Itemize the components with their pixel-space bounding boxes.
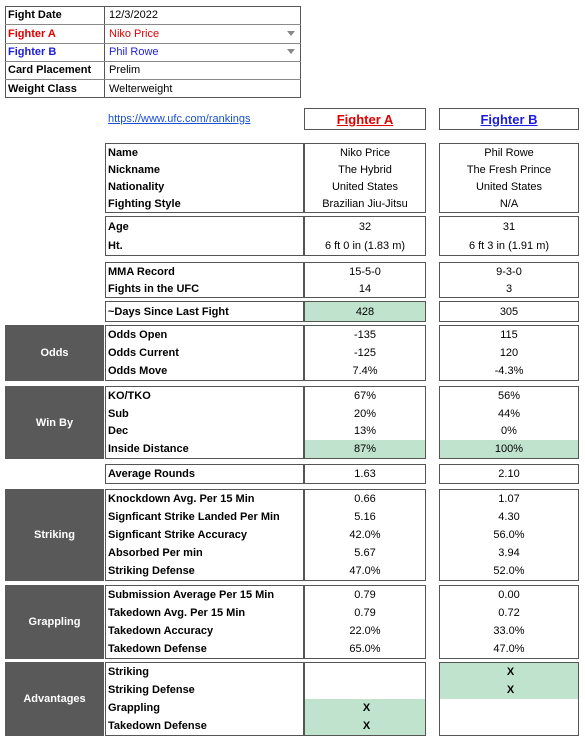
row-label: Takedown Avg. Per 15 Min — [108, 607, 246, 619]
fighter-a-value: -125 — [353, 347, 377, 359]
fighter-a-value: 6 ft 0 in (1.83 m) — [324, 239, 406, 252]
fighter-a-value: Brazilian Jiu-Jitsu — [322, 197, 408, 210]
fighter-a-value: 22.0% — [349, 625, 381, 637]
fighter-b-value: 47.0% — [493, 643, 525, 655]
fighter-b-value: United States — [475, 180, 543, 193]
fighter-a-value: United States — [331, 180, 399, 193]
fighter-b-value: 31 — [502, 220, 516, 233]
fighter-a-value: 14 — [358, 282, 372, 295]
row-label: Sub — [108, 407, 129, 420]
fighter-a-value: X — [362, 720, 371, 732]
row-label: Striking — [108, 666, 149, 678]
fighter-b-value: 56% — [497, 389, 521, 402]
fighter-b-select[interactable]: Phil Rowe — [109, 46, 159, 58]
fighter-a-header: Fighter A — [304, 108, 426, 130]
fighter-b-value: 44% — [497, 407, 521, 420]
fighter-a-value: 65.0% — [349, 643, 381, 655]
fighter-b-value: 9-3-0 — [496, 265, 522, 278]
row-label: Takedown Accuracy — [108, 625, 214, 637]
winby-section-title: Win By — [5, 386, 104, 459]
fighter-b-header: Fighter B — [439, 108, 579, 130]
fighter-b-value: 0.72 — [498, 607, 520, 619]
fighter-a-value: 13% — [353, 425, 377, 438]
row-label: Inside Distance — [108, 442, 189, 455]
fighter-b-value — [439, 699, 579, 717]
fighter-b-value: 52.0% — [493, 565, 525, 577]
row-label: Fighting Style — [108, 197, 181, 210]
fighter-b-label: Fighter B — [8, 46, 57, 58]
fighter-b-value: Phil Rowe — [484, 146, 534, 159]
fighter-b-value: 115 — [500, 329, 518, 341]
fighter-b-value: 120 — [499, 347, 519, 359]
fighter-b-value: 6 ft 3 in (1.91 m) — [468, 239, 550, 252]
fighter-a-value: 5.16 — [354, 511, 376, 523]
chevron-down-icon[interactable] — [287, 49, 295, 54]
fighter-a-value: 67% — [353, 389, 377, 402]
fighter-a-value: Niko Price — [339, 146, 391, 159]
rankings-link[interactable]: https://www.ufc.com/rankings — [108, 113, 251, 125]
fighter-b-value: 1.07 — [498, 493, 520, 505]
fighter-b-value: 56.0% — [493, 529, 525, 541]
fighter-a-value: -135 — [353, 329, 377, 341]
fighter-a-value: 87% — [353, 442, 377, 455]
row-label: Takedown Defense — [108, 720, 207, 732]
row-label: Takedown Defense — [108, 643, 207, 655]
fighter-a-value: 0.79 — [354, 607, 376, 619]
row-label: Odds Open — [108, 329, 168, 341]
fighter-b-value: 0% — [501, 425, 517, 438]
fighter-a-value: 20% — [353, 407, 377, 420]
row-label: Knockdown Avg. Per 15 Min — [108, 493, 255, 505]
fighter-a-value: 15-5-0 — [349, 265, 381, 278]
card-placement-label: Card Placement — [8, 64, 92, 76]
fight-date-label: Fight Date — [8, 9, 62, 21]
odds-section-title: Odds — [5, 325, 104, 381]
card-placement-value[interactable]: Prelim — [109, 64, 141, 76]
row-label: Age — [108, 220, 129, 233]
fighter-a-value: 0.66 — [354, 493, 376, 505]
chevron-down-icon[interactable] — [287, 31, 295, 36]
fighter-a-value: The Hybrid — [338, 163, 392, 176]
fighter-b-value: 2.10 — [498, 468, 520, 480]
row-label: ~Days Since Last Fight — [108, 305, 229, 318]
grappling-section-title: Grappling — [5, 585, 104, 659]
fighter-a-label: Fighter A — [8, 27, 56, 40]
fighter-b-value: 3 — [505, 282, 513, 295]
fighter-b-value: -4.3% — [494, 365, 524, 377]
row-label: Odds Move — [108, 365, 168, 377]
weight-class-label: Weight Class — [8, 82, 77, 95]
row-label: Submission Average Per 15 Min — [108, 589, 275, 601]
fighter-a-value: 32 — [358, 220, 372, 233]
fighter-a-value: 1.63 — [354, 468, 376, 480]
fighter-a-value: 0.79 — [354, 589, 376, 601]
fighter-a-value — [304, 681, 426, 699]
row-label: Absorbed Per min — [108, 547, 203, 559]
fighter-a-value: 42.0% — [349, 529, 381, 541]
fighter-b-value: 0.00 — [498, 589, 520, 601]
fighter-b-value: N/A — [499, 197, 519, 210]
fighter-b-value: 100% — [494, 442, 524, 455]
row-label: MMA Record — [108, 265, 175, 278]
fighter-a-value — [304, 663, 426, 681]
fighter-b-value — [439, 717, 579, 735]
row-label: Fights in the UFC — [108, 282, 200, 295]
weight-class-value[interactable]: Welterweight — [109, 82, 173, 95]
advantages-section-title: Advantages — [5, 662, 104, 736]
fighter-b-value: 33.0% — [493, 625, 525, 637]
striking-section-title: Striking — [5, 489, 104, 581]
fighter-a-value: 7.4% — [352, 365, 378, 377]
row-label: Striking Defense — [108, 565, 195, 577]
fighter-b-value: 305 — [499, 305, 519, 318]
row-label: Signficant Strike Landed Per Min — [108, 511, 280, 523]
row-label: Odds Current — [108, 347, 179, 359]
fighter-b-value: The Fresh Prince — [466, 163, 552, 176]
row-label: Name — [108, 146, 138, 159]
row-label: Nationality — [108, 180, 165, 193]
fight-date-value[interactable]: 12/3/2022 — [109, 9, 158, 21]
fighter-b-value: 4.30 — [498, 511, 520, 523]
fighter-b-value: X — [506, 666, 515, 678]
row-label: Dec — [108, 425, 129, 438]
fighter-b-value: X — [506, 684, 515, 696]
row-label: Nickname — [108, 163, 160, 176]
fighter-a-value: 47.0% — [349, 565, 381, 577]
fighter-b-value: 3.94 — [498, 547, 520, 559]
row-label: Grappling — [108, 702, 160, 714]
fighter-a-select[interactable]: Niko Price — [109, 27, 160, 40]
fighter-a-value: X — [362, 702, 371, 714]
row-label: Signficant Strike Accuracy — [108, 529, 247, 541]
row-label: Ht. — [108, 239, 123, 252]
fighter-a-value: 428 — [355, 305, 375, 318]
row-label: Average Rounds — [108, 468, 196, 480]
row-label: Striking Defense — [108, 684, 195, 696]
row-label: KO/TKO — [108, 389, 151, 402]
fighter-a-value: 5.67 — [354, 547, 376, 559]
